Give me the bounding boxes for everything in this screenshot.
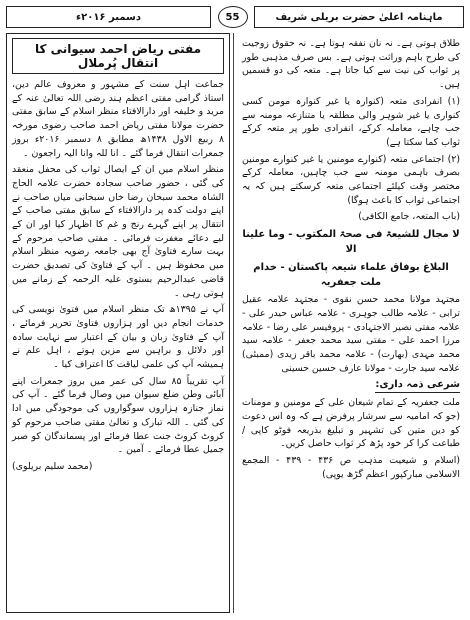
obituary-column [6, 33, 230, 613]
reference-text: (باب المتعہ، جامع الکافی) [358, 211, 460, 223]
magazine-title: ماہنامہ اعلیٰ حضرت بریلی شریف [254, 6, 464, 28]
article-signature: (محمد سلیم بریلوی) [12, 460, 93, 472]
page-header [6, 4, 464, 30]
page-number: 55 [218, 6, 248, 28]
duty-text: ملت جعفریہ کے تمام شیعان علی کے مومنین و مومنات (جو کہ امامیہ سے سرشار پرفرض ہے کہ وہ اس دعوت کو دین متین کی تشہیر و تبلیغ بذریعہ فوٹو کاپی / طباعت کرا کر خود پڑھ کر ثواب حاصل کریں۔ [242, 397, 460, 450]
article-paragraph: آپ نے ۱۳۹۵ھ تک منظر اسلام میں فتویٰ نویسی کی خدمات انجام دیں اور ہزاروں فتاویٰ تحریر فرمائے ، آپ کے فتاویٰ زبان و بیان کے اعتبار سے نہایت سادہ اور دلائل و براہین سے مزین ہوتے ، اہل علم نے ہمیشہ آپ کی علمی لیاقت کا اعتراف کیا ۔ [12, 304, 224, 371]
intro-text: طلاق ہوتی ہے۔ نہ نان نفقہ ہوتا ہے۔ نہ حقوق زوجیت کی طرح باہم وراثت ہوتی ہے۔ بس صرف مذہبی طور پر ثواب کی نیت سے کیا جاتا ہے۔ متعہ کی دو قسمیں ہیں۔ [242, 38, 460, 91]
type-one-text: (۱) انفرادی متعہ (کنوارہ یا غیر کنوارہ مومن کسی کنواری یا غیر شوہر والی مطلقہ یا متنازعہ مومنہ سے جب چاہے، معاملہ کرکے، انفرادی طور پر متعہ کرکے ثواب کما سکتا ہے) [242, 95, 460, 148]
continued-article-column [238, 33, 464, 613]
issue-date: دسمبر ۲۰۱۶ء [6, 6, 211, 28]
duty-heading [242, 378, 460, 393]
article-title: مفتی ریاض احمد سیوانی کا انتقال پُرملال [12, 38, 224, 74]
article-paragraph: آپ تقریباً ۸۵ سال کی عمر میں بروز جمعرات اپنے آبائی وطن ضلع سیوان میں وصال فرما گئے ۔ آپ کی نماز جنازہ ہزاروں سوگواروں کی موجودگی میں ادا کی گئی ۔ اللہ تبارک و تعالیٰ مفتی صاحب مرحوم کو کروٹ کروٹ جنت عطا فرمائے اور پسماندگان کو صبر جمیل عطا فرمائے ۔ آمین ۔ [12, 375, 224, 456]
scholars-list: مجتہد مولانا محمد حسن نقوی - مجتہد علامہ عقیل ترابی - علامہ طالب جوہری - علامہ عباس حیدر علی - علامہ مفتی نصیر الاجتہادی - پروفیسر علی رضا - علامہ مرزا احمد علی - مفتی سید محمد جعفر - علامہ سید محمد مہدی (بھارت) - علامہ محمد باقر زیدی (ممبئی) علامہ سید جارت - مولانا عارف حسین حسینی [242, 294, 460, 374]
arabic-line: لا مجال للشیعۃ فی صحۃ المکتوب - وما علینا الا [242, 229, 460, 256]
type-two-text: (۲) اجتماعی متعہ (کنوارے مومنین یا غیر کنوارے مومنین بصرف باہمی مومنہ سے جب چاہیں، معاملہ کرکے مختصر وقت کیلئے اجتماعی متعہ کرسکتے ہیں کہ یہ اجتماعی ثواب کا باعث ہوگا) [242, 153, 460, 206]
column-divider [233, 33, 234, 613]
article-paragraph: جماعت اہل سنت کے مشہور و معروف عالم دین، استاذ گرامی مفتی اعظم ہند رضی اللہ تعالیٰ عنہ کے مرید و خلیفہ اور دارالافتاء منظر اسلام کے سابق مفتی حضرت مولانا مفتی ریاض احمد صاحب رضوی مورخہ ۸ ربیع الاول ۱۴۳۸ھ مطابق ۸ دسمبر ۲۰۱۶ء بروز جمعرات انتقال فرما گئے ۔ انا للہ وانا الیہ راجعون ۔ [12, 79, 224, 159]
closing-reference: (اسلام و شیعیت مذہب ص ۴۳۶ - ۴۳۹ - المجمع الاسلامی مبارکپور اعظم گڑھ یوپی) [242, 455, 461, 480]
duty-heading-label: شرعی ذمہ داری: [375, 378, 460, 393]
arabic-line: البلاغ بوفاق علماء شیعہ پاکستان - خدام ملت جعفریہ [253, 262, 449, 289]
article-paragraph: منظر اسلام میں ان کے ایصال ثواب کی محفل منعقد کی گئی ، حضور صاحب سجادہ حضرت علامہ الحاج الشاہ محمد سبحان رضا خاں سبحانی میاں صاحب نے اپنے دولت کدہ پر دارالافتاء کے سابق مفتی صاحب کے انتقال پر اپنے گہرے رنج و غم کا اظہار کیا اور ان کے لیے دعائے مغفرت فرمائی ۔ مفتی صاحب مرحوم کے بہت سارے فتاویٰ آج بھی جامعہ رضویہ منظر اسلام میں محفوظ ہیں ۔ آپ کے فتاویٰ کی تصدیق حضرت قاضی عبدالرحیم بستوی علیہ الرحمہ کے زمانے میں ہوتی رہی ۔ [12, 164, 224, 299]
